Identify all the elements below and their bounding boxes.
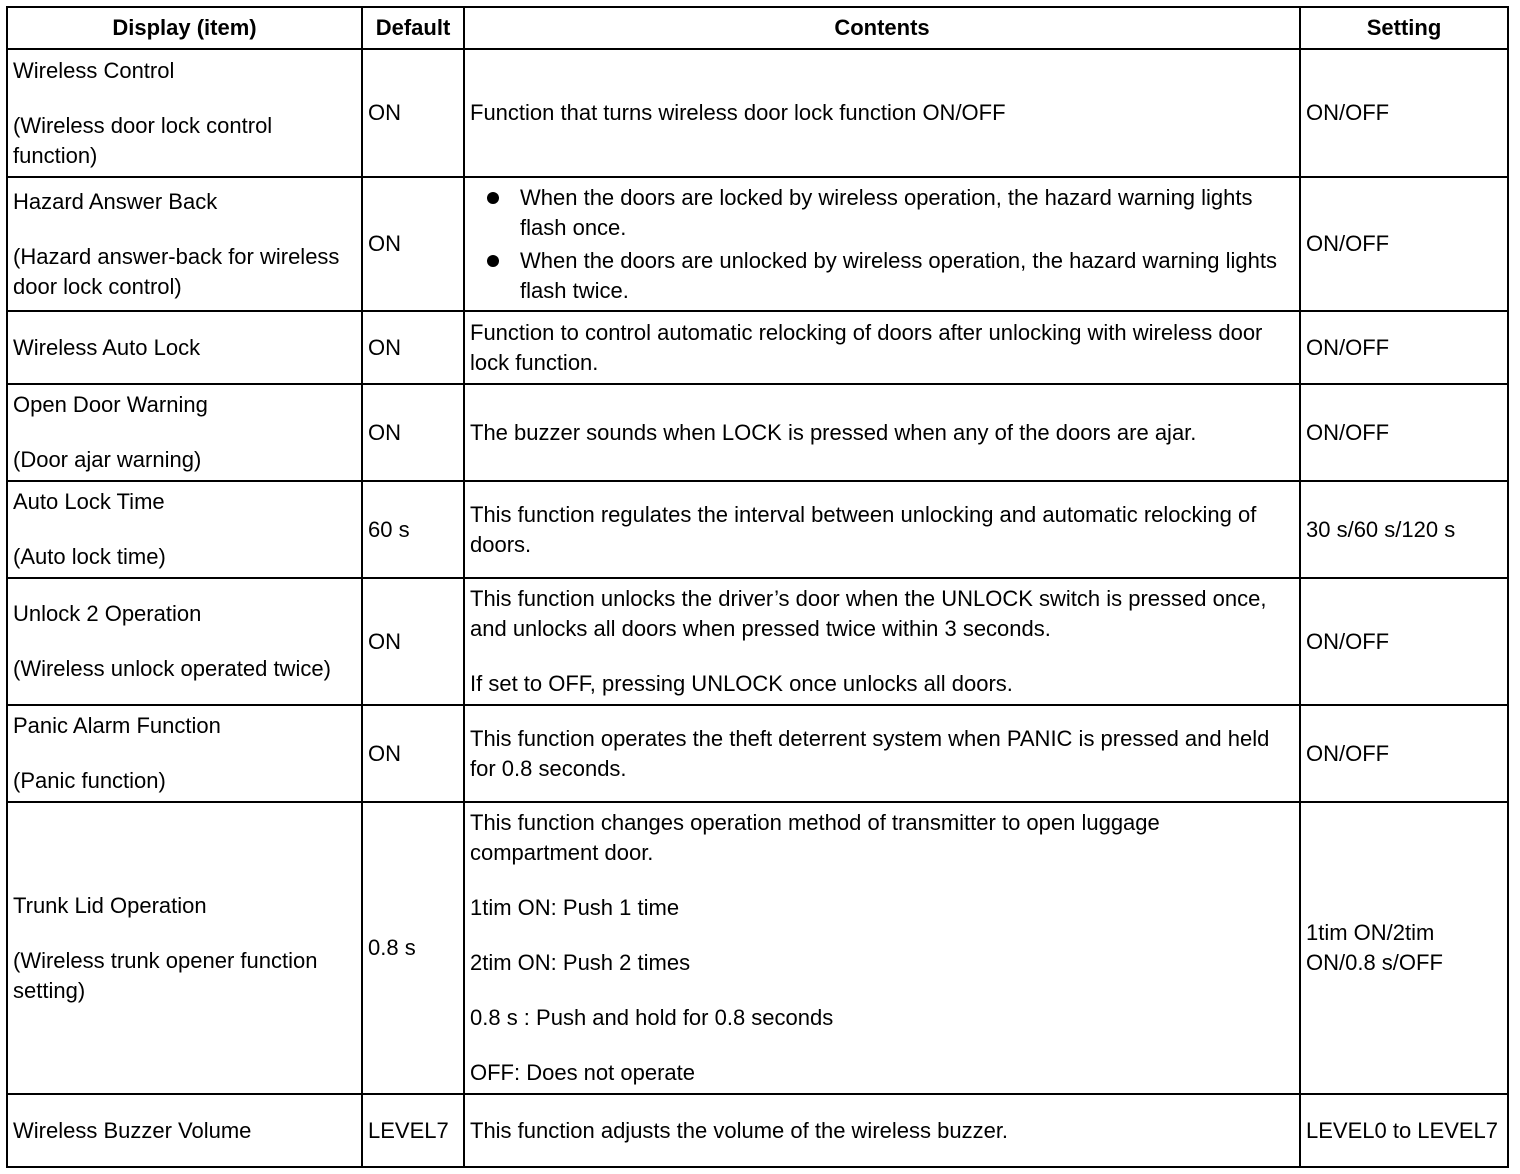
settings-table (6, 6, 1509, 1168)
item-name: Wireless Buzzer Volume (13, 1117, 252, 1143)
bullet-dot-icon (487, 255, 499, 267)
table-row (7, 177, 1508, 311)
default-cell: ON (362, 311, 464, 384)
contents-text: This function changes operation method of transmitter to open luggage compartment door. (470, 810, 1160, 865)
item-name: Hazard Answer Back (13, 188, 218, 214)
setting-cell: 30 s/60 s/120 s (1300, 481, 1508, 578)
contents-cell (464, 311, 1300, 384)
contents-text: Function that turns wireless door lock function ON/OFF (470, 100, 1006, 125)
setting-cell: 1tim ON/2tim ON/0.8 s/OFF (1300, 802, 1508, 1094)
default-cell: ON (362, 705, 464, 802)
contents-text: If set to OFF, pressing UNLOCK once unlocks all doors. (470, 671, 1013, 696)
item-name: Wireless Auto Lock (13, 334, 201, 360)
table-row (7, 49, 1508, 177)
item-cell (7, 49, 362, 177)
contents-cell (464, 705, 1300, 802)
contents-text: This function regulates the interval between unlocking and automatic relocking of doors. (470, 501, 1257, 557)
item-alias: (Hazard answer-back for wireless door lock control) (13, 243, 340, 299)
table-row (7, 1094, 1508, 1167)
item-cell (7, 384, 362, 481)
header-setting: Setting (1300, 7, 1508, 49)
item-cell (7, 311, 362, 384)
header-default: Default (362, 7, 464, 49)
default-cell: ON (362, 384, 464, 481)
item-alias: (Wireless door lock control function) (13, 112, 273, 168)
contents-text: This function unlocks the driver’s door when the UNLOCK switch is pressed once, and unlocks all doors when pressed twice within 3 seconds. (470, 586, 1267, 641)
contents-cell (464, 578, 1300, 705)
setting-cell: LEVEL0 to LEVEL7 (1300, 1094, 1508, 1167)
contents-text: Function to control automatic relocking of doors after unlocking with wireless door lock function. (470, 319, 1263, 375)
bullet-list (470, 183, 1294, 306)
setting-cell: ON/OFF (1300, 177, 1508, 311)
table-header-row (7, 7, 1508, 49)
item-cell (7, 802, 362, 1094)
default-cell: 0.8 s (362, 802, 464, 1094)
item-name: Wireless Control (13, 57, 175, 83)
default-cell: ON (362, 49, 464, 177)
setting-cell: ON/OFF (1300, 49, 1508, 177)
table-row (7, 802, 1508, 1094)
item-cell (7, 177, 362, 311)
contents-text: OFF: Does not operate (470, 1060, 695, 1085)
item-name: Open Door Warning (13, 392, 208, 417)
contents-cell (464, 384, 1300, 481)
default-cell: ON (362, 177, 464, 311)
contents-cell (464, 1094, 1300, 1167)
default-cell: 60 s (362, 481, 464, 578)
bullet-dot-icon (487, 192, 499, 204)
item-alias: (Wireless trunk opener function setting) (13, 947, 318, 1003)
bullet-text: When the doors are unlocked by wireless operation, the hazard warning lights flash twice. (520, 247, 1277, 303)
setting-cell: ON/OFF (1300, 578, 1508, 705)
bullet-item (520, 246, 1294, 306)
item-name: Auto Lock Time (13, 489, 165, 514)
table-row (7, 311, 1508, 384)
contents-cell (464, 802, 1300, 1094)
item-name: Unlock 2 Operation (13, 601, 202, 626)
item-alias: (Panic function) (13, 768, 166, 793)
bullet-text: When the doors are locked by wireless operation, the hazard warning lights flash once. (520, 184, 1253, 240)
contents-cell (464, 481, 1300, 578)
contents-text: 1tim ON: Push 1 time (470, 895, 680, 920)
table-row (7, 481, 1508, 578)
item-alias: (Wireless unlock operated twice) (13, 656, 331, 681)
contents-text: This function adjusts the volume of the wireless buzzer. (470, 1117, 1009, 1143)
setting-cell: ON/OFF (1300, 311, 1508, 384)
contents-text: The buzzer sounds when LOCK is pressed when any of the doors are ajar. (470, 419, 1197, 445)
default-cell: ON (362, 578, 464, 705)
item-alias: (Auto lock time) (13, 544, 166, 569)
table-row (7, 384, 1508, 481)
contents-cell (464, 49, 1300, 177)
setting-cell: ON/OFF (1300, 384, 1508, 481)
header-contents: Contents (464, 7, 1300, 49)
contents-cell (464, 177, 1300, 311)
contents-text: This function operates the theft deterrent system when PANIC is pressed and held for 0.8 seconds. (470, 725, 1270, 781)
table-row (7, 705, 1508, 802)
item-cell (7, 1094, 362, 1167)
item-cell (7, 578, 362, 705)
item-name: Trunk Lid Operation (13, 892, 207, 918)
item-name: Panic Alarm Function (13, 713, 221, 738)
item-cell (7, 481, 362, 578)
default-cell: LEVEL7 (362, 1094, 464, 1167)
header-display-item: Display (item) (7, 7, 362, 49)
contents-text: 2tim ON: Push 2 times (470, 950, 691, 975)
setting-cell: ON/OFF (1300, 705, 1508, 802)
contents-text: 0.8 s : Push and hold for 0.8 seconds (470, 1005, 834, 1030)
table-row (7, 578, 1508, 705)
item-alias: (Door ajar warning) (13, 447, 202, 472)
item-cell (7, 705, 362, 802)
bullet-item (520, 183, 1294, 243)
